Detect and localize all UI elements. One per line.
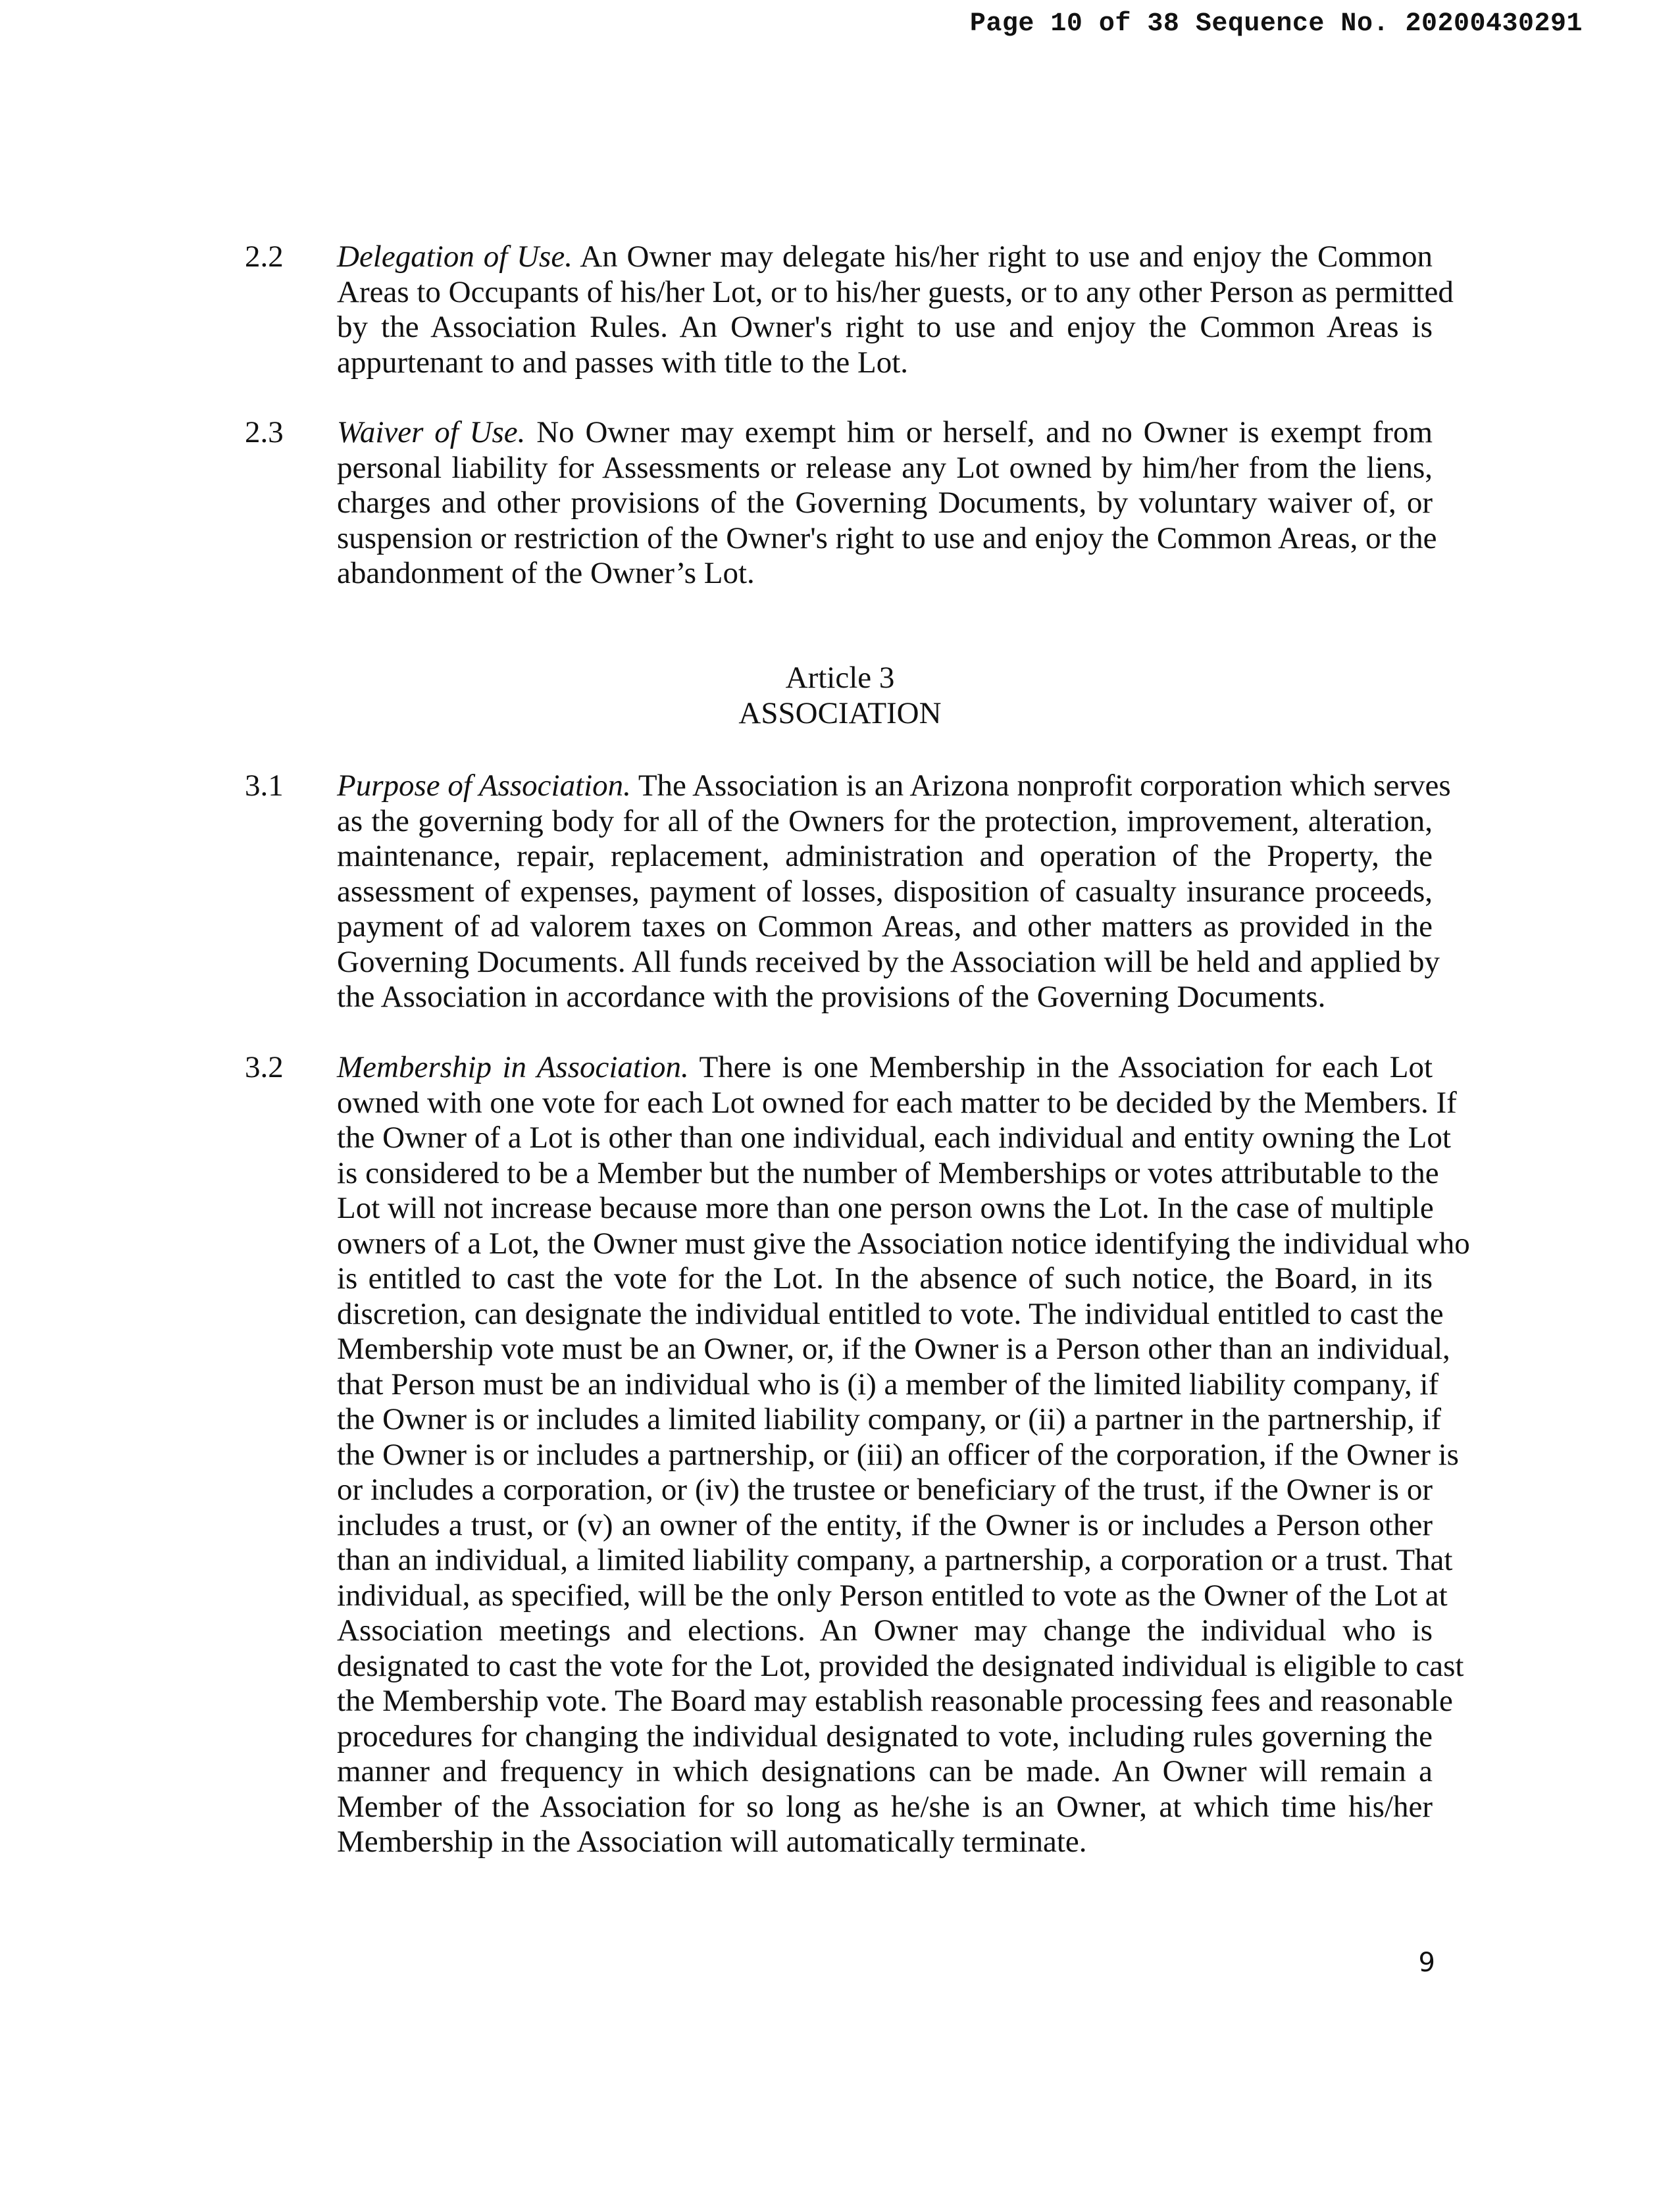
section-line: maintenance, repair, replacement, administration and operation of the Property, the xyxy=(337,839,1433,873)
section-line: designated to cast the vote for the Lot, provided the designated individual is eligible to cast xyxy=(337,1648,1464,1683)
section-body xyxy=(337,415,1437,592)
section-line: owned with one vote for each Lot owned for each matter to be decided by the Members. If xyxy=(337,1085,1457,1120)
section-line: Lot will not increase because more than one person owns the Lot. In the case of multiple xyxy=(337,1191,1434,1225)
section-line: individual, as specified, will be the only Person entitled to vote as the Owner of the Lot at xyxy=(337,1578,1448,1613)
section-line: abandonment of the Owner’s Lot. xyxy=(337,556,755,590)
section-line: appurtenant to and passes with title to the Lot. xyxy=(337,345,909,380)
section-line: procedures for changing the individual designated to vote, including rules governing the xyxy=(337,1719,1433,1754)
section-line: the Association in accordance with the provisions of the Governing Documents. xyxy=(337,980,1326,1014)
section-line: that Person must be an individual who is (i) a member of the limited liability company, if xyxy=(337,1367,1439,1402)
section-line: the Owner of a Lot is other than one individual, each individual and entity owning the Lot xyxy=(337,1121,1451,1155)
section-line: by the Association Rules. An Owner's right to use and enjoy the Common Areas is xyxy=(337,310,1433,344)
section-line: Governing Documents. All funds received by the Association will be held and applied by xyxy=(337,944,1440,979)
section-number: 3.2 xyxy=(245,1050,284,1084)
section-line: owners of a Lot, the Owner must give the Association notice identifying the individual who xyxy=(337,1226,1470,1261)
section-body xyxy=(337,240,1454,380)
article-title: ASSOCIATION xyxy=(738,695,942,730)
section-line: payment of ad valorem taxes on Common Areas, and other matters as provided in the xyxy=(337,909,1433,944)
section-number: 3.1 xyxy=(245,769,284,803)
section-line: the Owner is or includes a partnership, or (iii) an officer of the corporation, if the Owner is xyxy=(337,1437,1459,1472)
section-line: includes a trust, or (v) an owner of the entity, if the Owner is or includes a Person other xyxy=(337,1507,1433,1542)
section-line: Waiver of Use. No Owner may exempt him or herself, and no Owner is exempt from xyxy=(337,415,1433,449)
section-title: Purpose of Association. xyxy=(337,769,631,803)
article-label: Article 3 xyxy=(785,661,895,695)
section-line: Membership in the Association will automatically terminate. xyxy=(337,1825,1087,1859)
section-line: discretion, can designate the individual entitled to vote. The individual entitled to cast the xyxy=(337,1296,1444,1331)
section-line: manner and frequency in which designations can be made. An Owner will remain a xyxy=(337,1754,1433,1788)
section-line: Member of the Association for so long as he/she is an Owner, at which time his/her xyxy=(337,1789,1433,1824)
section-body xyxy=(337,1050,1470,1860)
section-line: personal liability for Assessments or release any Lot owned by him/her from the liens, xyxy=(337,450,1433,485)
section-line: Areas to Occupants of his/her Lot, or to his/her guests, or to any other Person as permitted xyxy=(337,274,1454,309)
section-body xyxy=(337,769,1451,1015)
section-line: is considered to be a Member but the number of Memberships or votes attributable to the xyxy=(337,1155,1439,1190)
section-line: as the governing body for all of the Owners for the protection, improvement, alteration, xyxy=(337,803,1433,838)
page-sequence-stamp: Page 10 of 38 Sequence No. 20200430291 xyxy=(969,9,1583,39)
section-line: suspension or restriction of the Owner's right to use and enjoy the Common Areas, or the xyxy=(337,520,1437,555)
section-line: is entitled to cast the vote for the Lot. In the absence of such notice, the Board, in its xyxy=(337,1261,1433,1296)
section-line: the Membership vote. The Board may establish reasonable processing fees and reasonable xyxy=(337,1684,1453,1718)
section-line: Delegation of Use. An Owner may delegate his/her right to use and enjoy the Common xyxy=(337,240,1433,274)
section-line: Membership in Association. There is one Membership in the Association for each Lot xyxy=(337,1050,1433,1084)
section-title: Membership in Association. xyxy=(337,1050,689,1084)
section-title: Delegation of Use. xyxy=(337,240,573,274)
section-number: 2.3 xyxy=(245,415,284,449)
section-title: Waiver of Use. xyxy=(337,415,526,449)
section-line: Association meetings and elections. An Owner may change the individual who is xyxy=(337,1613,1433,1648)
section-number: 2.2 xyxy=(245,240,284,274)
section-line: Purpose of Association. The Association is an Arizona nonprofit corporation which serves xyxy=(337,769,1451,803)
section-line: charges and other provisions of the Governing Documents, by voluntary waiver of, or xyxy=(337,486,1433,520)
section-line: assessment of expenses, payment of losses, disposition of casualty insurance proceeds, xyxy=(337,874,1433,909)
page-number: 9 xyxy=(1418,1948,1435,1978)
article-heading xyxy=(0,661,1680,731)
section-line: Membership vote must be an Owner, or, if the Owner is a Person other than an individual, xyxy=(337,1332,1450,1366)
section-line: or includes a corporation, or (iv) the trustee or beneficiary of the trust, if the Owner is or xyxy=(337,1473,1433,1507)
section-line: than an individual, a limited liability company, a partnership, a corporation or a trust. That xyxy=(337,1543,1453,1577)
section-line: the Owner is or includes a limited liability company, or (ii) a partner in the partnership, if xyxy=(337,1402,1442,1436)
